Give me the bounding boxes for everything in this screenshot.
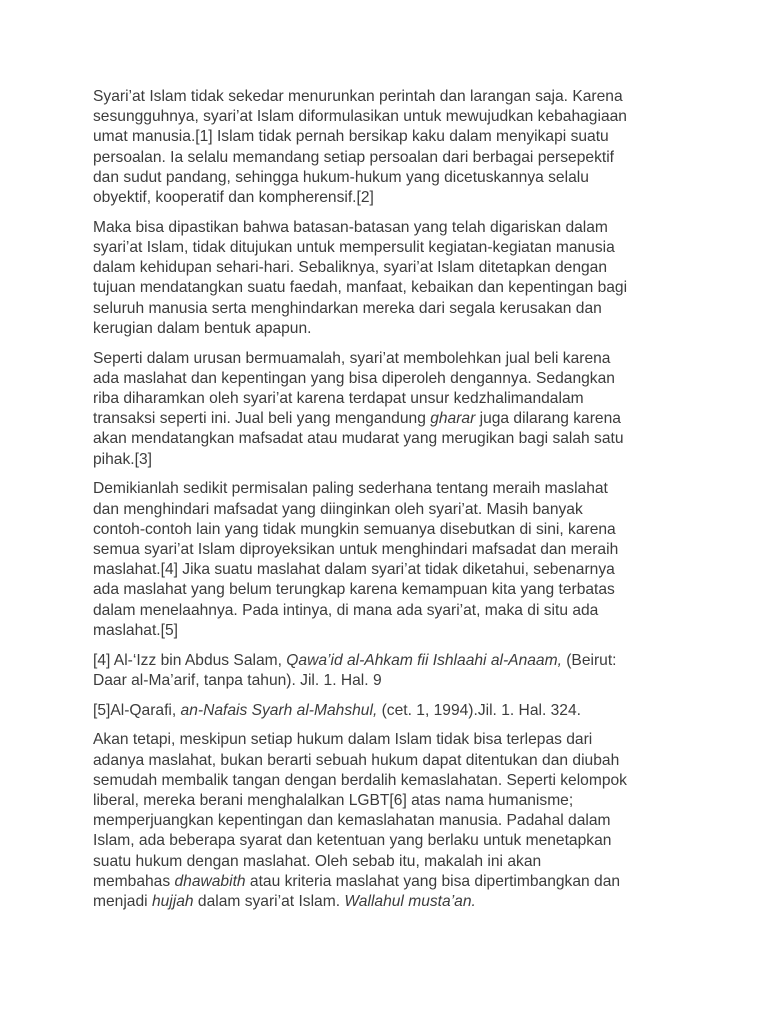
text-line [93,791,683,811]
text-segment: liberal, mereka berani menghalalkan LGBT[6] atas nama humanisme; [93,792,574,810]
text-line [93,500,683,520]
paragraph [93,218,683,339]
text-segment: tujuan mendatangkan suatu faedah, manfaat, kebaikan dan kepentingan bagi [93,279,628,297]
text-segment: (cet. 1, 1994).Jil. 1. Hal. 324. [377,701,581,719]
text-segment: Islam, ada beberapa syarat dan ketentuan yang berlaku untuk menetapkan [93,832,612,850]
text-line [93,560,683,580]
text-line [93,299,683,319]
text-segment: [5]Al-Qarafi, [93,701,181,719]
document-body [93,87,683,922]
text-line [93,811,683,831]
text-segment: semudah membalik tangan dengan berdalih kemaslahatan. Seperti kelompok [93,771,627,789]
paragraph [93,87,683,208]
text-segment: Maka bisa dipastikan bahwa batasan-batasan yang telah digariskan dalam [93,218,608,236]
text-line [93,651,683,671]
text-segment: obyektif, kooperatif dan kompherensif.[2] [93,189,374,207]
text-segment: ada maslahat dan kepentingan yang bisa diperoleh dengannya. Sedangkan [93,369,615,387]
text-line [93,730,683,750]
text-line [93,852,683,872]
text-segment: Daar al-Ma’arif, tanpa tahun). Jil. 1. Hal. 9 [93,671,382,689]
text-segment: syari’at Islam, tidak ditujukan untuk mempersulit kegiatan-kegiatan manusia [93,239,615,257]
italic-text: Wallahul musta’an. [344,893,476,911]
text-line [93,520,683,540]
text-segment: ada maslahat yang belum terungkap karena kemampuan kita yang terbatas [93,581,615,599]
text-segment: dan menghindari mafsadat yang diinginkan oleh syari’at. Masih banyak [93,500,583,518]
paragraph [93,730,683,912]
text-line [93,389,683,409]
italic-text: Qawa’id al-Ahkam fii Ishlaahi al-Anaam, [286,651,562,669]
text-segment: Seperti dalam urusan bermuamalah, syari’at membolehkan jual beli karena [93,349,611,367]
text-line [93,479,683,499]
text-segment: riba diharamkan oleh syari’at karena terdapat unsur kedzhalimandalam [93,390,584,408]
text-segment: (Beirut: [561,651,617,669]
text-line [93,540,683,560]
text-segment: dalam menelaahnya. Pada intinya, di mana ada syari’at, maka di situ ada [93,601,599,619]
italic-text: an-Nafais Syarh al-Mahshul, [180,701,378,719]
text-line [93,580,683,600]
italic-text: gharar [430,410,476,428]
text-segment: pihak.[3] [93,450,152,468]
text-segment: transaksi seperti ini. Jual beli yang mengandung [93,410,431,428]
text-segment: memperjuangkan kepentingan dan kemaslahatan manusia. Padahal dalam [93,812,611,830]
text-line [93,621,683,641]
text-line [93,148,683,168]
text-line [93,872,683,892]
text-line [93,319,683,339]
text-segment: menjadi [93,893,152,911]
text-line [93,892,683,912]
text-line [93,831,683,851]
text-segment: kerugian dalam bentuk apapun. [93,319,312,337]
text-line [93,671,683,691]
text-line [93,107,683,127]
text-segment: membahas [93,872,175,890]
text-line [93,218,683,238]
text-segment: Syari’at Islam tidak sekedar menurunkan perintah dan larangan saja. Karena [93,88,623,105]
text-segment: persoalan. Ia selalu memandang setiap persoalan dari berbagai persepektif [93,148,614,166]
text-line [93,751,683,771]
text-line [93,601,683,621]
paragraph [93,479,683,641]
italic-text: dhawabith [174,872,246,890]
text-segment: akan mendatangkan mafsadat atau mudarat yang merugikan bagi salah satu [93,430,624,448]
text-segment: dan sudut pandang, sehingga hukum-hukum yang dicetuskannya selalu [93,168,589,186]
text-segment: atau kriteria maslahat yang bisa dipertimbangkan dan [245,872,621,890]
text-line [93,87,683,107]
text-segment: contoh-contoh lain yang tidak mungkin semuanya disebutkan di sini, karena [93,520,616,538]
text-segment: Demikianlah sedikit permisalan paling sederhana tentang meraih maslahat [93,480,608,498]
text-segment: dalam kehidupan sehari-hari. Sebaliknya, syari’at Islam ditetapkan dengan [93,259,608,277]
text-line [93,349,683,369]
text-line [93,369,683,389]
text-segment: [4] Al-‘Izz bin Abdus Salam, [93,651,287,669]
text-segment: seluruh manusia serta menghindarkan mereka dari segala kerusakan dan [93,299,602,317]
text-segment: sesungguhnya, syari’at Islam diformulasikan untuk mewujudkan kebahagiaan [93,108,627,126]
text-segment: maslahat.[4] Jika suatu maslahat dalam syari’at tidak diketahui, sebenarnya [93,561,615,579]
text-line [93,168,683,188]
text-segment: juga dilarang karena [475,410,621,428]
text-segment: adanya maslahat, bukan berarti sebuah hukum dapat ditentukan dan diubah [93,751,620,769]
text-line [93,258,683,278]
text-segment: umat manusia.[1] Islam tidak pernah bersikap kaku dalam menyikapi suatu [93,128,609,146]
italic-text: hujjah [151,893,194,911]
text-line [93,278,683,298]
text-line [93,188,683,208]
text-segment: Akan tetapi, meskipun setiap hukum dalam Islam tidak bisa terlepas dari [93,731,593,749]
text-line [93,238,683,258]
text-segment: suatu hukum dengan maslahat. Oleh sebab itu, makalah ini akan [93,852,542,870]
paragraph [93,651,683,691]
text-segment: maslahat.[5] [93,621,178,639]
text-line [93,450,683,470]
paragraph [93,349,683,470]
text-line [93,701,683,721]
text-segment: semua syari’at Islam diproyeksikan untuk menghindari mafsadat dan meraih [93,541,619,559]
text-line [93,127,683,147]
text-segment: dalam syari’at Islam. [193,893,345,911]
text-line [93,771,683,791]
paragraph [93,701,683,721]
text-line [93,429,683,449]
text-line [93,409,683,429]
